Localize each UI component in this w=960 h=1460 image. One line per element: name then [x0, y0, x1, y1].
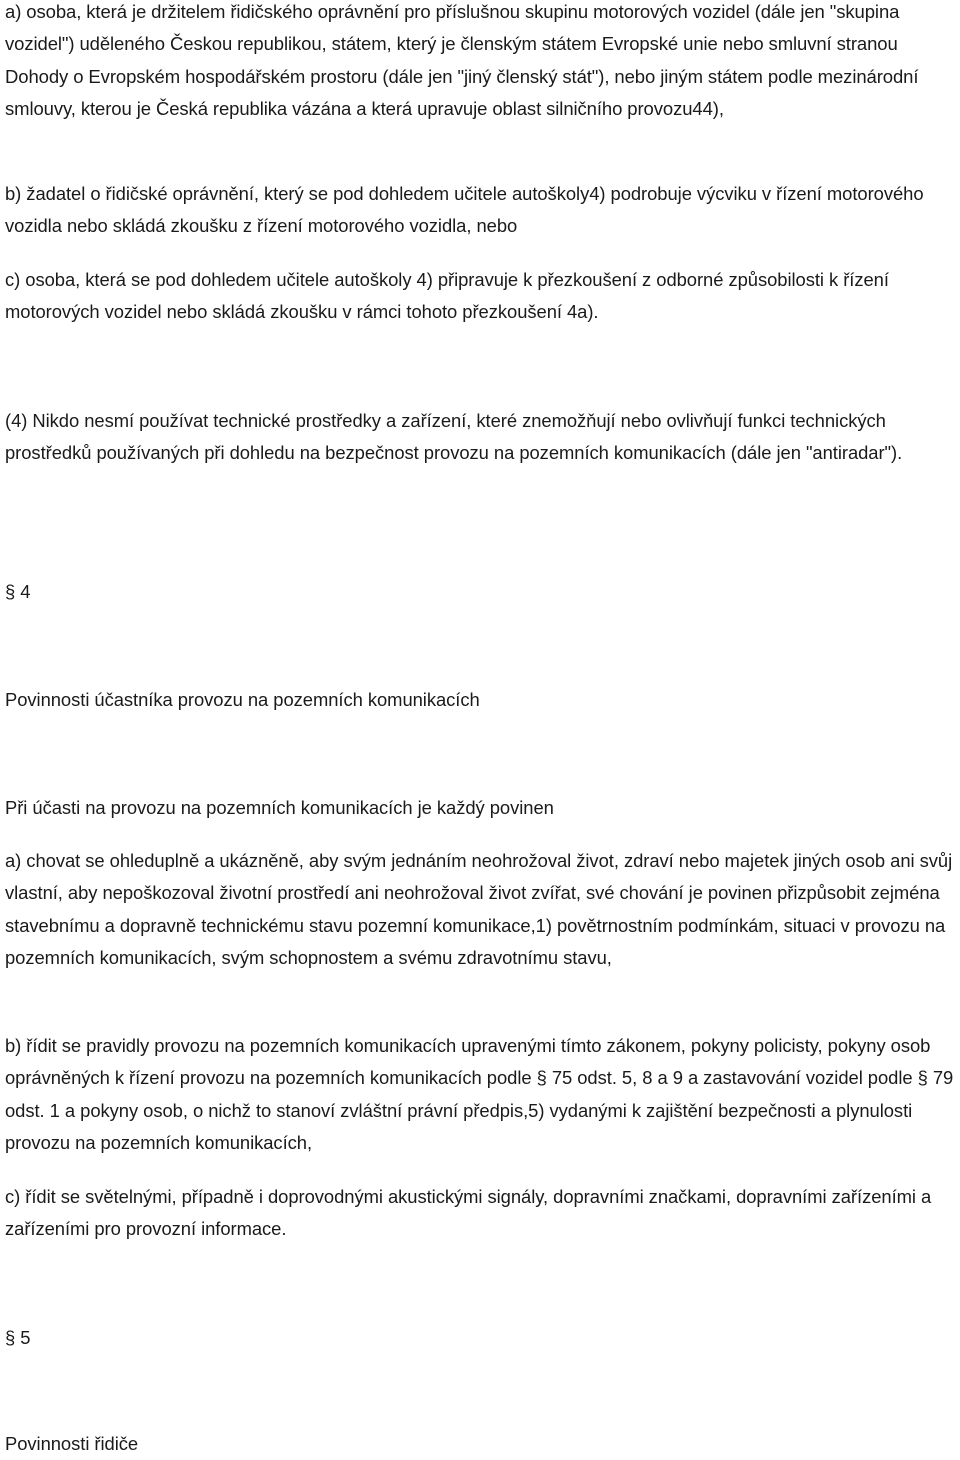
paragraph-a: a) osoba, která je držitelem řidičského oprávnění pro příslušnou skupinu motorových vozidel (dále jen "skupina vozidel") uděleného Českou republikou, státem, který je členským státem Evropské unie nebo smluvní stranou Dohody o Evropském hospodářském prostoru (dále jen "jiný členský stát"), nebo jiným státem podle mezinárodní smlouvy, kterou je Česká republika vázána a která upravuje oblast silničního provozu44),	[5, 1, 919, 120]
list-item-b: b) řídit se pravidly provozu na pozemních komunikacích upravenými tímto zákonem, pokyny policisty, pokyny osob oprávněných k řízení provozu na pozemních komunikacích podle § 75 odst. 5, 8 a 9 a zastavování vozidel podle § 79 odst. 1 a pokyny osob, o nichž to stanoví zvláštní právní předpis,5) vydanými k zajištění bezpečnosti a plynulosti provozu na pozemních komunikacích,	[5, 1035, 954, 1154]
list-item-a: a) chovat se ohleduplně a ukázněně, aby svým jednáním neohrožoval život, zdraví nebo majetek jiných osob ani svůj vlastní, aby nepoškozoval životní prostředí ani neohrožoval život zvířat, své chování je povinen přizpůsobit zejména stavebnímu a dopravně technickému stavu pozemní komunikace,1) povětrnostním podmínkám, situaci v provozu na pozemních komunikacích, svým schopnostem a svému zdravotnímu stavu,	[5, 850, 953, 969]
section-heading-4: Povinnosti účastníka provozu na pozemních komunikacích	[5, 689, 480, 710]
paragraph-b: b) žadatel o řidičské oprávnění, který se pod dohledem učitele autoškoly4) podrobuje výcviku v řízení motorového vozidla nebo skládá zkoušku z řízení motorového vozidla, nebo	[5, 183, 924, 237]
paragraph-4: (4) Nikdo nesmí používat technické prostředky a zařízení, které znemožňují nebo ovlivňují funkci technických prostředků používaných při dohledu na bezpečnost provozu na pozemních komunikacích (dále jen "antiradar").	[5, 410, 903, 464]
section-heading-5: Povinnosti řidiče	[5, 1433, 139, 1454]
paragraph-c: c) osoba, která se pod dohledem učitele autoškoly 4) připravuje k přezkoušení z odborné způsobilosti k řízení motorových vozidel nebo skládá zkoušku v rámci tohoto přezkoušení 4a).	[5, 269, 889, 323]
section-number-4: § 4	[5, 581, 31, 602]
section-number-5: § 5	[5, 1327, 31, 1348]
section-intro-4: Při účasti na provozu na pozemních komunikacích je každý povinen	[5, 797, 554, 818]
list-item-c: c) řídit se světelnými, případně i doprovodnými akustickými signály, dopravními značkami, dopravními zařízeními a zařízeními pro provozní informace.	[5, 1186, 932, 1240]
